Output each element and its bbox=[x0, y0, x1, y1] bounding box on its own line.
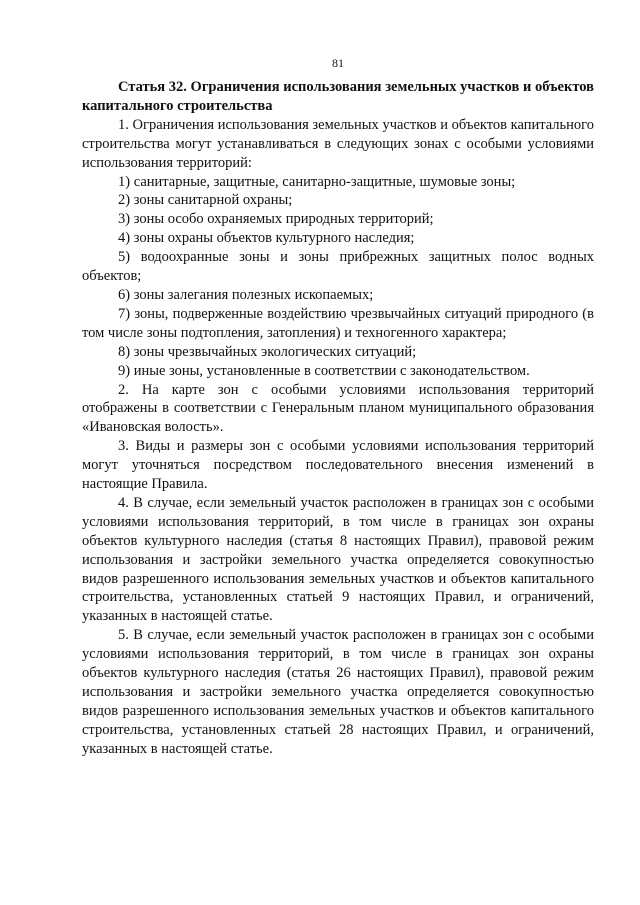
article-heading: Статья 32. Ограничения использования земельных участков и объектов капитального строительства bbox=[82, 79, 594, 114]
list-item-1: 1) санитарные, защитные, санитарно-защитные, шумовые зоны; bbox=[118, 173, 516, 190]
paragraph-5: 5. В случае, если земельный участок расположен в границах зон с особыми условиями использования территорий, в том числе в границах зон охраны объектов культурного наследия (статья 26 настоящих Правил), правовой режим использования и застройки земельного участка определяется совокупностью видов разрешенного использования земельных участков и объектов капитального строительства, установленных статьей 28 настоящих Правил, и ограничений, указанных в настоящей статье. bbox=[82, 627, 594, 757]
page-number: 81 bbox=[332, 56, 344, 70]
paragraph-4: 4. В случае, если земельный участок расположен в границах зон с особыми условиями использования территорий, в том числе в границах зон охраны объектов культурного наследия (статья 8 настоящих Правил), правовой режим использования и застройки земельного участка определяется совокупностью видов разрешенного использования земельных участков и объектов капитального строительства, установленных статьей 9 настоящих Правил, и ограничений, указанных в настоящей статье. bbox=[82, 494, 594, 625]
list-item-8: 8) зоны чрезвычайных экологических ситуаций; bbox=[118, 343, 417, 360]
paragraph-3: 3. Виды и размеры зон с особыми условиями использования территорий могут уточняться посредством последовательного внесения изменений в настоящие Правила. bbox=[82, 438, 594, 493]
paragraph-2: 2. На карте зон с особыми условиями использования территорий отображены в соответствии с Генеральным планом муниципального образования «Ивановская волость». bbox=[82, 381, 594, 436]
list-item-5: 5) водоохранные зоны и зоны прибрежных защитных полос водных объектов; bbox=[82, 249, 594, 285]
list-item-9: 9) иные зоны, установленные в соответствии с законодательством. bbox=[118, 362, 530, 379]
list-item-3: 3) зоны особо охраняемых природных территорий; bbox=[118, 211, 434, 228]
paragraph-1: 1. Ограничения использования земельных участков и объектов капитального строительства могут устанавливаться в следующих зонах с особыми условиями использования территорий: bbox=[82, 116, 594, 171]
document-page bbox=[82, 56, 594, 759]
list-item-7: 7) зоны, подверженные воздействию чрезвычайных ситуаций природного (в том числе зоны подтопления, затопления) и техногенного характера; bbox=[82, 305, 594, 341]
list-item-2: 2) зоны санитарной охраны; bbox=[118, 192, 293, 209]
list-item-4: 4) зоны охраны объектов культурного наследия; bbox=[118, 230, 415, 247]
list-item-6: 6) зоны залегания полезных ископаемых; bbox=[118, 286, 374, 303]
